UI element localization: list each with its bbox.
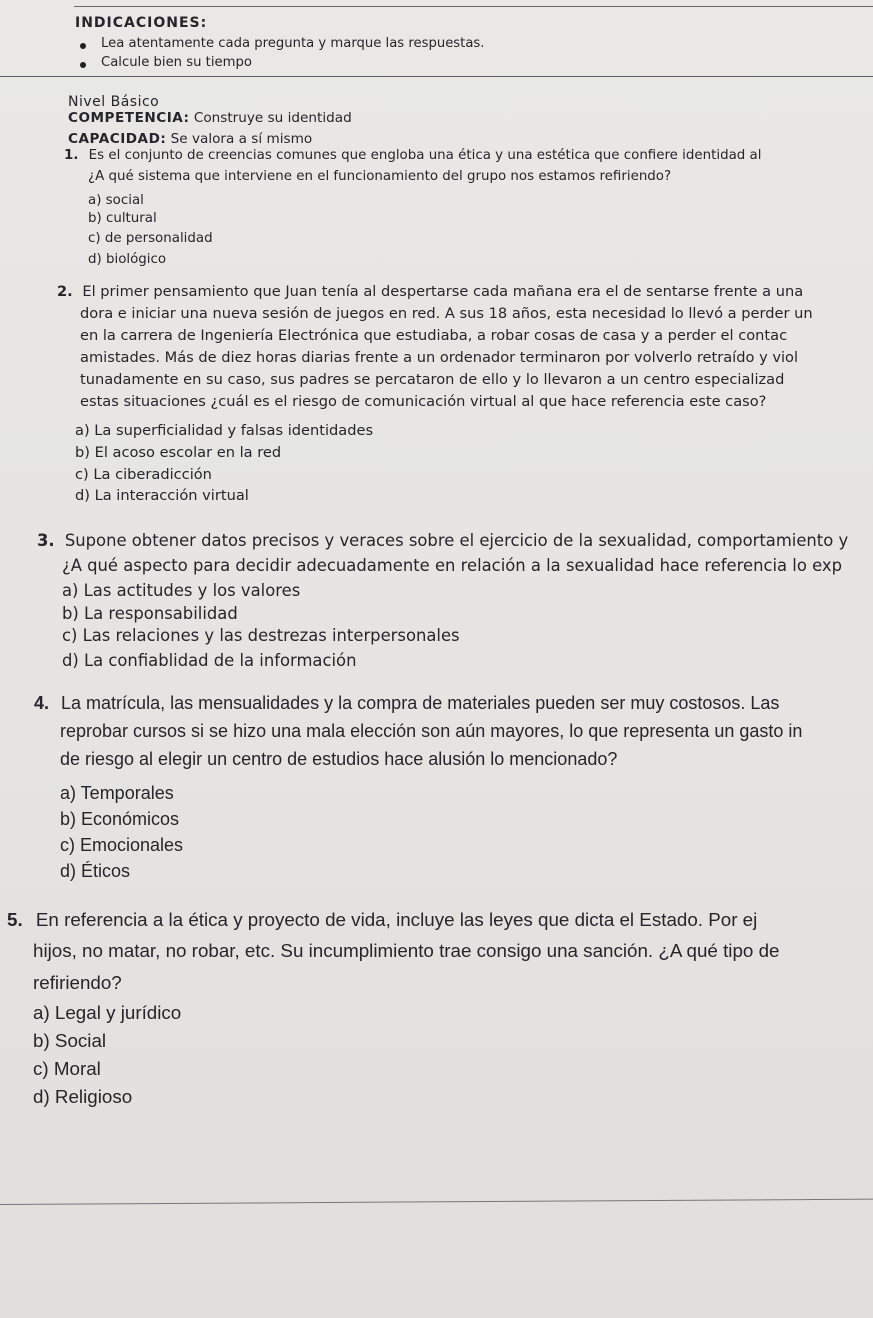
bullet-icon xyxy=(80,62,86,68)
answer-option[interactable]: a) Temporales xyxy=(60,783,174,803)
question-4-line-1 xyxy=(34,693,779,714)
instructions-title: INDICACIONES: xyxy=(75,15,208,31)
question-3-line-2: ¿A qué aspecto para decidir adecuadamente en relación a la sexualidad hace referencia lo exp xyxy=(62,556,842,575)
competence-label: COMPETENCIA: xyxy=(68,110,190,126)
question-2-line-2: dora e iniciar una nueva sesión de juegos en red. A sus 18 años, esta necesidad lo llevó a perder un xyxy=(80,305,813,322)
answer-option[interactable]: a) La superficialidad y falsas identidades xyxy=(75,422,374,439)
question-5-line-1 xyxy=(7,909,757,931)
answer-option[interactable]: d) Éticos xyxy=(60,861,131,881)
answer-option[interactable]: b) El acoso escolar en la red xyxy=(75,444,282,461)
bottom-rule xyxy=(0,1199,873,1205)
question-2-line-1 xyxy=(57,283,803,300)
answer-option[interactable]: c) Moral xyxy=(33,1058,101,1079)
instruction-item: Calcule bien su tiempo xyxy=(101,55,252,70)
question-number: 4. xyxy=(34,693,50,713)
question-2-line-5: tunadamente en su caso, sus padres se percataron de ello y lo llevaron a un centro especializad xyxy=(80,371,785,388)
capacity-label: CAPACIDAD: xyxy=(68,131,167,147)
answer-option[interactable]: c) La ciberadicción xyxy=(75,466,212,483)
competence-value: Construye su identidad xyxy=(193,110,352,126)
question-text: En referencia a la ética y proyecto de vida, incluye las leyes que dicta el Estado. Por ej xyxy=(35,909,758,930)
question-number: 5. xyxy=(7,909,23,930)
question-4-line-2: reprobar cursos si se hizo una mala elección son aún mayores, lo que representa un gasto in xyxy=(60,721,803,741)
answer-option[interactable]: c) Emocionales xyxy=(60,835,184,855)
question-2-line-6: estas situaciones ¿cuál es el riesgo de comunicación virtual al que hace referencia este caso? xyxy=(80,393,767,410)
header-divider xyxy=(0,76,873,77)
capacity-value: Se valora a sí mismo xyxy=(170,131,313,147)
capacity-line xyxy=(68,131,312,147)
question-number: 1. xyxy=(64,148,79,163)
question-5-line-2: hijos, no matar, no robar, etc. Su incumplimiento trae consigo una sanción. ¿A qué tipo de xyxy=(33,940,780,961)
question-1-line-1 xyxy=(64,148,762,163)
top-rule xyxy=(74,6,873,7)
question-number: 3. xyxy=(37,531,55,550)
question-2-line-3: en la carrera de Ingeniería Electrónica que estudiaba, a robar cosas de casa y a perder el contac xyxy=(80,327,788,344)
question-2-line-4: amistades. Más de diez horas diarias frente a un ordenador terminaron por volverlo retraído y viol xyxy=(80,349,799,366)
question-number: 2. xyxy=(57,283,73,300)
answer-option[interactable]: b) Económicos xyxy=(60,809,180,829)
answer-option[interactable]: a) Las actitudes y los valores xyxy=(62,581,301,600)
answer-option[interactable]: d) Religioso xyxy=(33,1086,133,1107)
answer-option[interactable]: b) La responsabilidad xyxy=(62,604,238,623)
question-text: El primer pensamiento que Juan tenía al despertarse cada mañana era el de sentarse frente a una xyxy=(82,283,804,300)
question-5-line-3: refiriendo? xyxy=(33,972,122,993)
answer-option[interactable]: a) social xyxy=(88,193,144,208)
question-3-line-1 xyxy=(37,531,848,550)
question-text: Es el conjunto de creencias comunes que engloba una ética y una estética que confiere identidad al xyxy=(88,148,762,163)
answer-option[interactable]: d) La confiablidad de la información xyxy=(62,651,357,670)
answer-option[interactable]: a) Legal y jurídico xyxy=(33,1002,182,1023)
competence-line xyxy=(68,110,352,126)
level-title: Nivel Básico xyxy=(68,94,160,110)
answer-option[interactable]: c) de personalidad xyxy=(88,231,213,246)
answer-option[interactable]: d) La interacción virtual xyxy=(75,487,249,504)
answer-option[interactable]: c) Las relaciones y las destrezas interpersonales xyxy=(62,626,460,645)
question-1-line-2: ¿A qué sistema que interviene en el funcionamiento del grupo nos estamos refiriendo? xyxy=(88,169,672,184)
question-4-line-3: de riesgo al elegir un centro de estudios hace alusión lo mencionado? xyxy=(60,749,618,769)
answer-option[interactable]: b) cultural xyxy=(88,211,157,226)
answer-option[interactable]: d) biológico xyxy=(88,252,167,267)
bullet-icon xyxy=(80,43,86,49)
question-text: Supone obtener datos precisos y veraces sobre el ejercicio de la sexualidad, comportamiento y xyxy=(64,531,849,550)
instruction-item: Lea atentamente cada pregunta y marque las respuestas. xyxy=(101,36,485,51)
question-text: La matrícula, las mensualidades y la compra de materiales pueden ser muy costosos. Las xyxy=(61,693,780,713)
answer-option[interactable]: b) Social xyxy=(33,1030,107,1051)
